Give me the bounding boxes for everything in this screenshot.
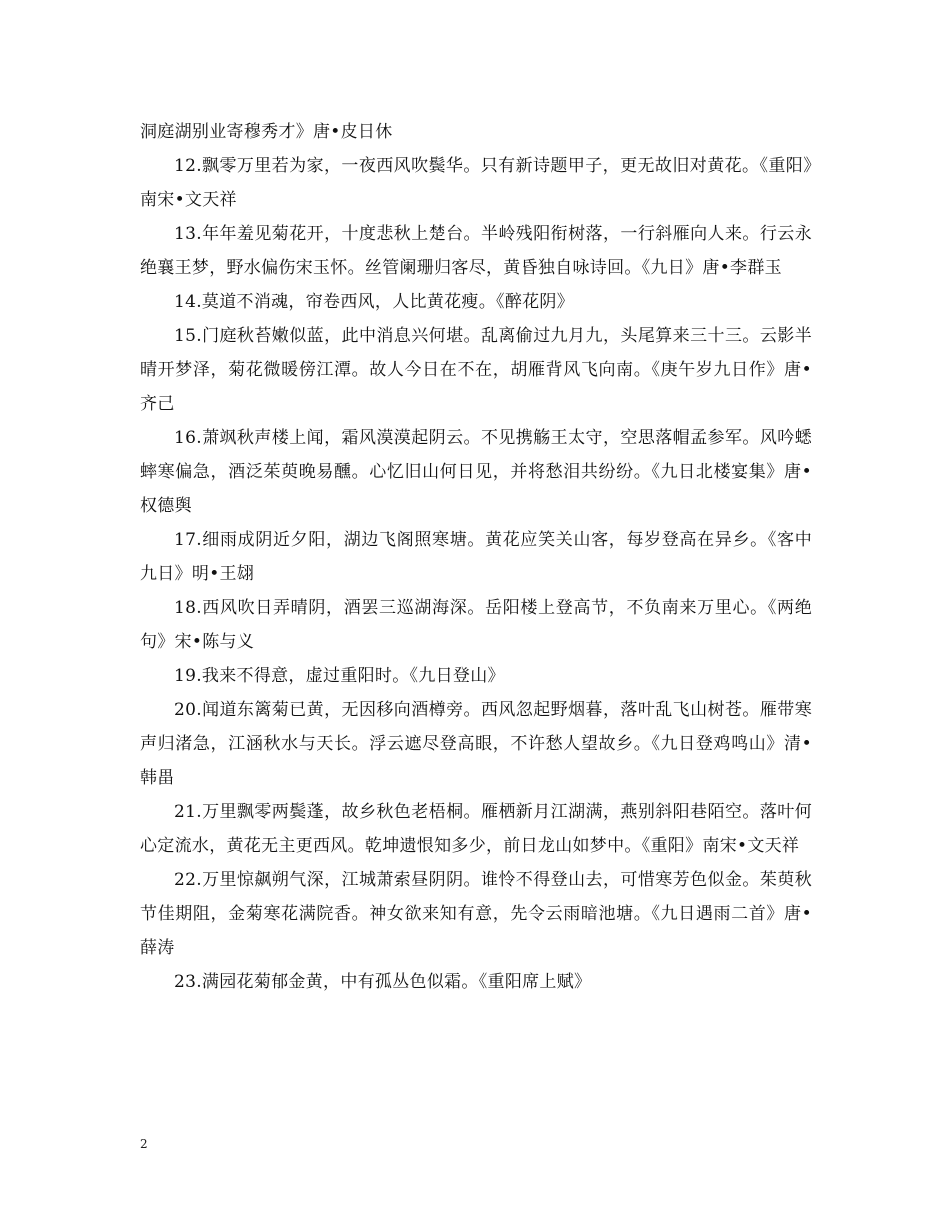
page-number: 2 <box>140 1137 148 1151</box>
poem-entry-19: 19.我来不得意，虚过重阳时。《九日登山》 <box>174 666 505 686</box>
poem-entry-16: 16.萧飒秋声楼上闻，霜风漠漠起阴云。不见携觞王太守，空思落帽孟参军。风吟蟋蟀寒偏急，酒泛茱萸晚易醺。心忆旧山何日见，并将愁泪共纷纷。《九日北楼宴集》唐•权德舆 <box>140 428 812 516</box>
poem-entry-22: 22.万里惊飙朔气深，江城萧索昼阴阴。谁怜不得登山去，可惜寒芳色似金。茱萸秋节佳期阻，金菊寒花满院香。神女欲来知有意，先令云雨暗池塘。《九日遇雨二首》唐•薛涛 <box>140 870 812 958</box>
poem-entry-17: 17.细雨成阴近夕阳，湖边飞阁照寒塘。黄花应笑关山客，每岁登高在异乡。《客中九日》明•王翃 <box>140 530 812 584</box>
poem-entry-21: 21.万里飘零两鬓蓬，故乡秋色老梧桐。雁栖新月江湖满，燕别斜阳巷陌空。落叶何心定流水，黄花无主更西风。乾坤遗恨知多少，前日龙山如梦中。《重阳》南宋•文天祥 <box>140 802 812 856</box>
poem-entry-14: 14.莫道不消魂，帘卷西风，人比黄花瘦。《醉花阴》 <box>174 292 575 312</box>
poem-entry-20: 20.闻道东篱菊已黄，无因移向酒樽旁。西风忽起野烟暮，落叶乱飞山树苍。雁带寒声归渚急，江涵秋水与天长。浮云遮尽登高眼，不许愁人望故乡。《九日登鸡鸣山》清•韩畕 <box>140 700 812 788</box>
poem-entry-13: 13.年年羞见菊花开，十度悲秋上楚台。半岭残阳衔树落，一行斜雁向人来。行云永绝襄王梦，野水偏伤宋玉怀。丝管阑珊归客尽，黄昏独自咏诗回。《九日》唐•李群玉 <box>140 224 812 278</box>
document-body <box>140 115 812 999</box>
poem-entry-15: 15.门庭秋苔嫩似蓝，此中消息兴何堪。乱离偷过九月九，头尾算来三十三。云影半晴开梦泽，菊花微暖傍江潭。故人今日在不在，胡雁背风飞向南。《庚午岁九日作》唐•齐己 <box>140 326 812 414</box>
paragraph-continuation: 洞庭湖别业寄穆秀才》唐•皮日休 <box>140 122 393 142</box>
poem-entry-23: 23.满园花菊郁金黄，中有孤丛色似霜。《重阳席上赋》 <box>174 972 592 992</box>
poem-entry-18: 18.西风吹日弄晴阴，酒罢三巡湖海深。岳阳楼上登高节，不负南来万里心。《两绝句》宋•陈与义 <box>140 598 812 652</box>
poem-entry-12: 12.飘零万里若为家，一夜西风吹鬓华。只有新诗题甲子，更无故旧对黄花。《重阳》南宋•文天祥 <box>140 156 812 210</box>
